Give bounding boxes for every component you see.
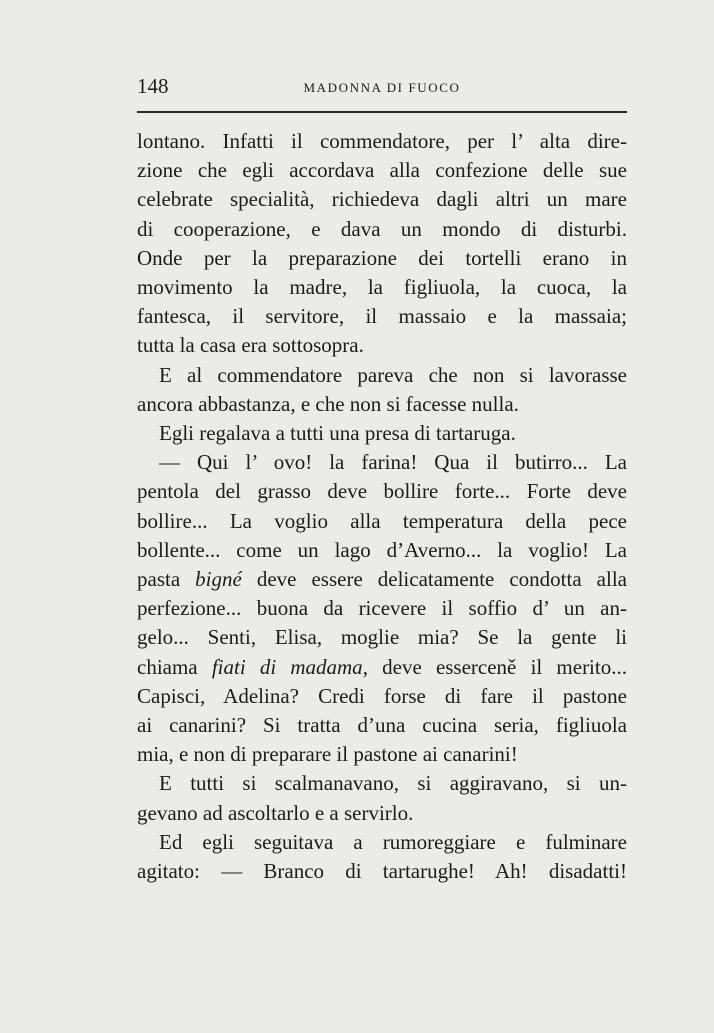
text-line: Egli regalava a tutti una presa di tartaruga. <box>159 421 516 446</box>
running-header <box>137 74 627 104</box>
text-line: E al commendatore pareva che non si lavorasse <box>159 362 627 387</box>
text-line: perfezione... buona da ricevere il soffio d’ un an- <box>137 596 627 621</box>
text-line: E tutti si scalmanavano, si aggiravano, si un- <box>159 771 627 796</box>
text-segment: pasta <box>137 567 196 592</box>
page-number: 148 <box>137 74 169 98</box>
text-segment: chiama <box>137 654 212 679</box>
text-line: zione che egli accordava alla confezione delle sue <box>137 158 627 183</box>
text-line: ancora abbastanza, e che non si facesse nulla. <box>137 391 519 416</box>
text-line: gevano ad ascoltarlo e a servirlo. <box>137 800 414 825</box>
text-line: lontano. Infatti il commendatore, per l’ alta dire- <box>137 129 627 153</box>
text-line: Capisci, Adelina? Credi forse di fare il pastone <box>137 683 627 708</box>
text-line: fantesca, il servitore, il massaio e la massaia; <box>137 304 627 329</box>
text-line: movimento la madre, la figliuola, la cuoca, la <box>137 275 627 300</box>
text-line: ai canarini? Si tratta d’una cucina seria, figliuola <box>137 713 627 738</box>
running-title: MADONNA DI FUOCO <box>303 80 461 95</box>
italic-term: fiati di madama <box>211 654 363 679</box>
text-line: mia, e non di preparare il pastone ai canarini! <box>137 742 518 767</box>
text-segment: , deve esserceně il merito... <box>362 654 627 679</box>
text-line: bollente... come un lago d’Averno... la voglio! La <box>137 537 627 562</box>
italic-term: bigné <box>195 567 242 592</box>
text-line: Onde per la preparazione dei tortelli erano in <box>137 245 627 270</box>
text-segment: deve essere delicatamente condotta alla <box>241 567 627 592</box>
text-line: — Qui l’ ovo! la farina! Qua il butirro... La <box>159 450 627 475</box>
text-line-with-italic <box>137 565 627 594</box>
text-line: agitato: — Branco di tartarughe! Ah! disadatti! <box>137 859 627 884</box>
text-line: pentola del grasso deve bollire forte... Forte deve <box>137 479 627 504</box>
text-line: bollire... La voglio alla temperatura della pece <box>137 508 627 533</box>
text-line: Ed egli seguitava a rumoreggiare e fulminare <box>159 829 627 854</box>
text-line: di cooperazione, e dava un mondo di disturbi. <box>137 216 627 241</box>
text-line-with-italic <box>137 653 627 682</box>
text-line: gelo... Senti, Elisa, moglie mia? Se la gente li <box>137 625 627 650</box>
text-line: celebrate specialità, richiedeva dagli altri un mare <box>137 187 627 212</box>
text-line: tutta la casa era sottosopra. <box>137 333 364 358</box>
header-rule <box>137 111 627 113</box>
body-text <box>137 127 627 886</box>
